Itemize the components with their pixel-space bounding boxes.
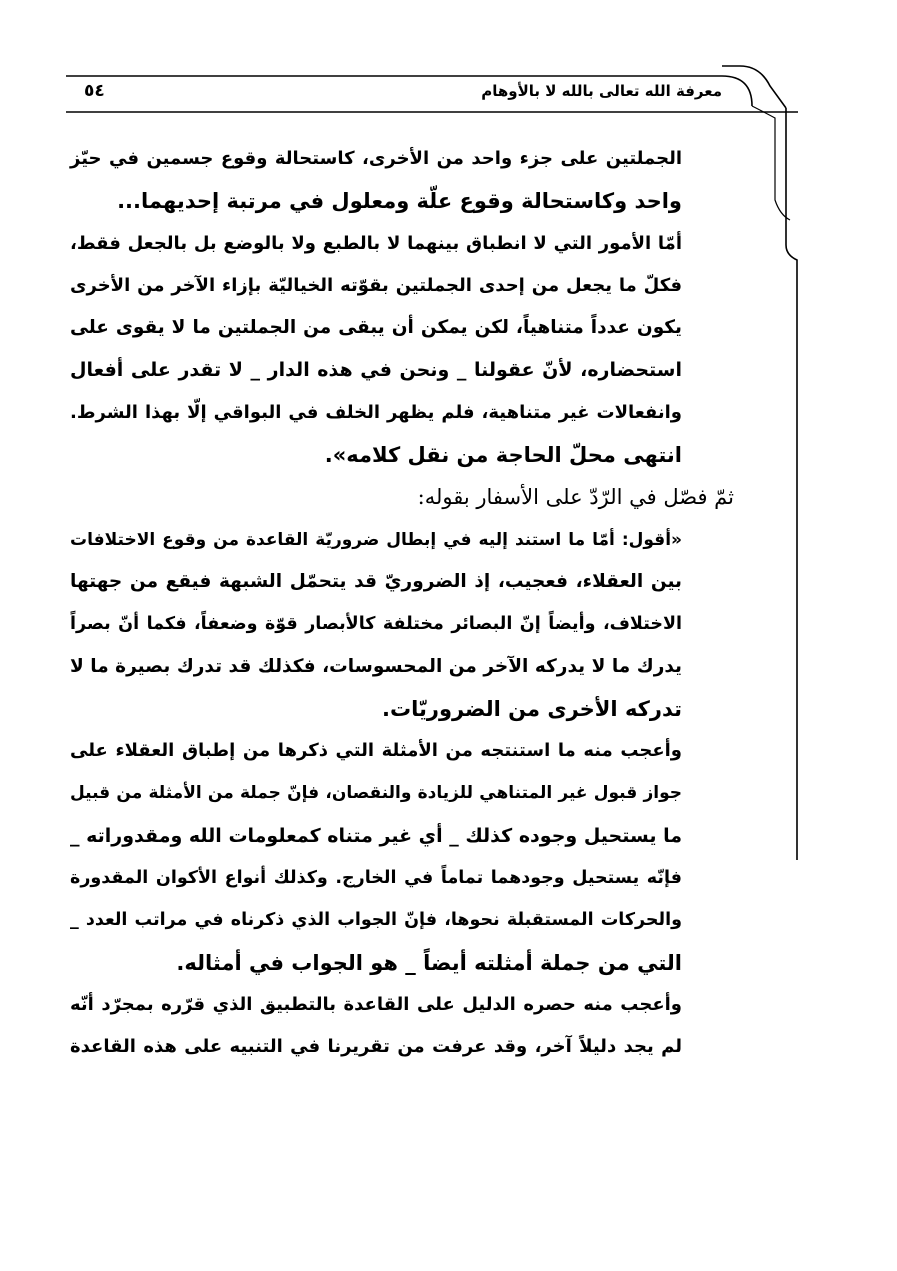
running-header-title: معرفة الله تعالى بالله لا بالأوهام [481,82,722,100]
text-line: انتهى محلّ الحاجة من نقل كلامه». [324,443,682,468]
text-line: أمّا الأمور التي لا انطباق بينهما لا بالطبع ولا بالوضع بل بالجعل فقط، [70,232,682,254]
text-line: الجملتين على جزء واحد من الأخرى، كاستحالة وقوع جسمين في حيّز [70,148,682,169]
side-bracket [786,108,797,860]
text-line: التي من جملة أمثلته أيضاً _ هو الجواب في أمثاله. [176,950,682,975]
text-line: فكلّ ما يجعل من إحدى الجملتين بقوّته الخياليّة بإزاء الآخر من الأخرى [70,274,682,296]
text-line: واحد وكاستحالة وقوع علّة ومعلول في مرتبة إحديهما... [117,189,682,214]
outer-bracket [722,66,786,108]
body-text [70,138,734,1069]
text-line: يكون عدداً متناهياً، لكن يمكن أن يبقى من الجملتين ما لا يقوى على [70,317,682,339]
text-line: يدرك ما لا يدركه الآخر من المحسوسات، فكذلك قد تدرك بصيرة ما لا [70,655,682,677]
text-line: بين العقلاء، فعجيب، إذ الضروريّ قد يتحمّل الشبهة فيقع من جهتها [70,570,682,592]
text-line: فإنّه يستحيل وجودهما تماماً في الخارج. وكذلك أنواع الأكوان المقدورة [70,868,682,889]
text-line: وأعجب منه ما استنتجه من الأمثلة التي ذكرها من إطباق العقلاء على [70,740,682,762]
inner-curve [752,106,790,220]
section-lead-line: ثمّ فصّل في الرّدّ على الأسفار بقوله: [417,485,734,510]
text-line: والحركات المستقبلة نحوها، فإنّ الجواب الذي ذكرناه في مراتب العدد _ [70,910,682,931]
text-line: لم يجد دليلاً آخر، وقد عرفت من تقريرنا في التنبيه على هذه القاعدة [70,1036,682,1058]
text-line: وأعجب منه حصره الدليل على القاعدة بالتطبيق الذي قرّره بمجرّد أنّه [70,993,682,1015]
text-line: «أقول: أمّا ما استند إليه في إبطال ضروريّة القاعدة من وقوع الاختلافات [70,529,682,550]
text-line: الاختلاف، وأيضاً إنّ البصائر مختلفة كالأبصار قوّة وضعفاً، فكما أنّ بصراً [70,614,682,635]
text-line: ما يستحيل وجوده كذلك _ أي غير متناه كمعلومات الله ومقدوراته _ [70,824,682,847]
running-header [60,82,722,108]
text-line: جواز قبول غير المتناهي للزيادة والنقصان، فإنّ جملة من الأمثلة من قبيل [70,783,682,804]
text-line: وانفعالات غير متناهية، فلم يظهر الخلف في البواقي إلّا بهذا الشرط. [70,401,682,423]
text-line: استحضاره، لأنّ عقولنا _ ونحن في هذه الدار _ لا تقدر على أفعال [70,359,682,382]
page-number: ٥٤ [84,81,105,101]
text-line: تدركه الأخرى من الضروريّات. [382,696,682,721]
